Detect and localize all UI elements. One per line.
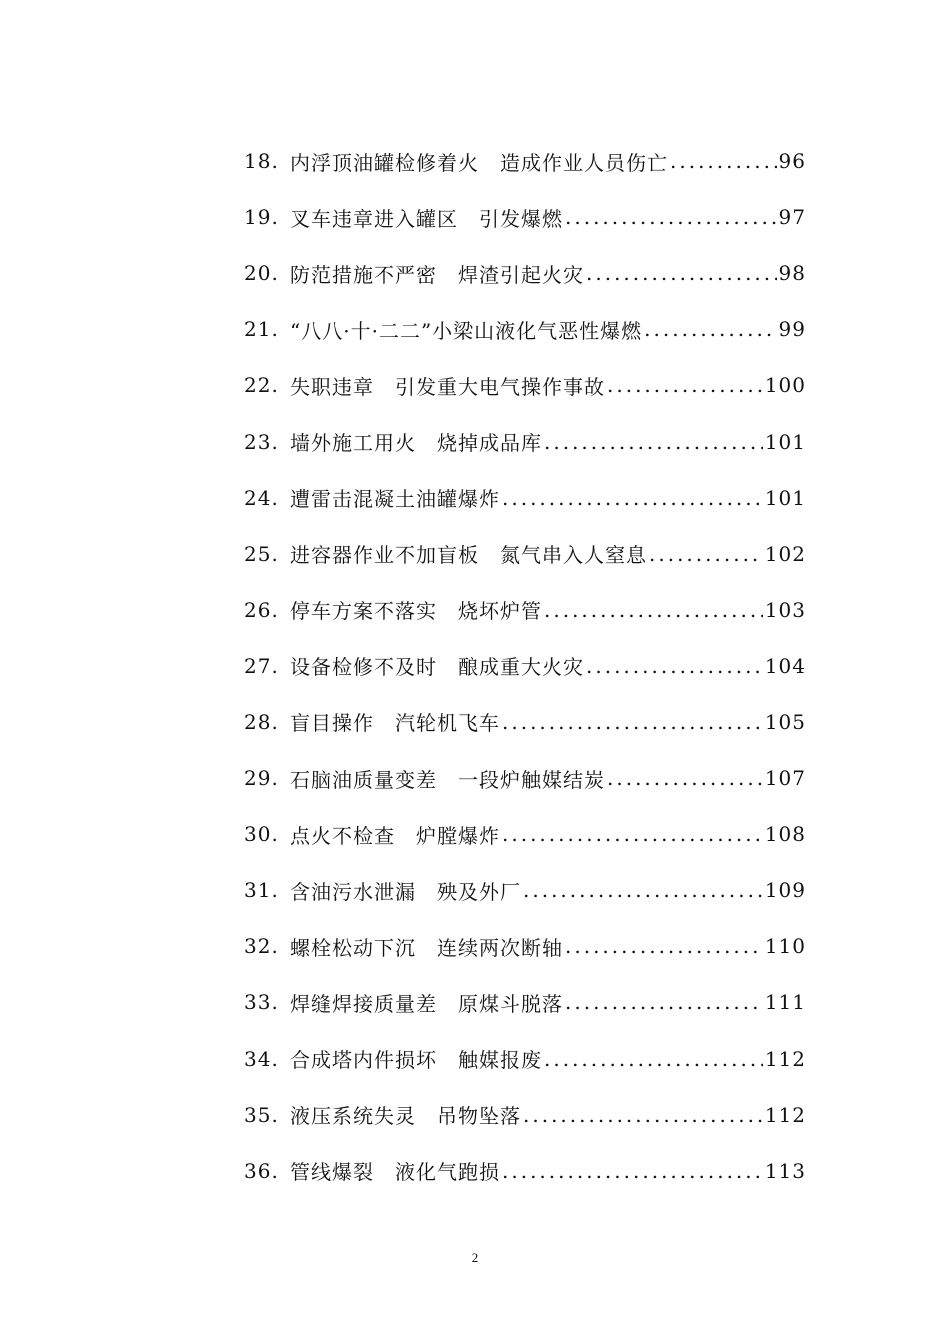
toc-entry-title: 失职违章 引发重大电气操作事故 xyxy=(290,374,605,399)
toc-entry-number: 35. xyxy=(244,1102,279,1127)
toc-dot-leader xyxy=(607,373,763,397)
toc-entry-page: 97 xyxy=(778,205,806,230)
toc-entry-page: 105 xyxy=(764,709,806,734)
toc-entry-page: 111 xyxy=(764,990,806,1015)
toc-entry-page: 100 xyxy=(764,373,806,398)
toc-entry-title: 设备检修不及时 酿成重大火灾 xyxy=(290,655,584,680)
toc-entry[interactable] xyxy=(244,245,806,301)
toc-entry-number: 27. xyxy=(244,653,279,678)
toc-dot-leader xyxy=(523,1103,763,1127)
toc-entry-number: 29. xyxy=(244,766,279,791)
table-of-contents xyxy=(244,133,806,1199)
toc-dot-leader xyxy=(565,934,763,958)
toc-entry-page: 112 xyxy=(764,1102,806,1127)
toc-dot-leader xyxy=(544,1047,763,1071)
toc-entry[interactable] xyxy=(244,750,806,806)
toc-dot-leader xyxy=(649,542,763,566)
toc-entry-page: 99 xyxy=(778,317,806,342)
toc-dot-leader xyxy=(502,486,763,510)
toc-entry-title: 含油污水泄漏 殃及外厂 xyxy=(290,879,521,904)
toc-entry-title: 管线爆裂 液化气跑损 xyxy=(290,1160,500,1185)
toc-entry-title: 螺栓松动下沉 连续两次断轴 xyxy=(290,935,563,960)
toc-entry[interactable] xyxy=(244,301,806,357)
toc-entry[interactable] xyxy=(244,694,806,750)
toc-entry-page: 109 xyxy=(764,878,806,903)
toc-entry-title: 叉车违章进入罐区 引发爆燃 xyxy=(290,206,563,231)
toc-entry[interactable] xyxy=(244,470,806,526)
toc-entry-title: 墙外施工用火 烧掉成品库 xyxy=(290,431,542,456)
toc-dot-leader xyxy=(586,261,777,285)
toc-entry-number: 24. xyxy=(244,485,279,510)
toc-entry-number: 31. xyxy=(244,878,279,903)
toc-entry-title: 焊缝焊接质量差 原煤斗脱落 xyxy=(290,991,563,1016)
toc-entry-page: 110 xyxy=(764,934,806,959)
toc-entry[interactable] xyxy=(244,974,806,1030)
toc-entry-title: 合成塔内件损坏 触媒报废 xyxy=(290,1048,542,1073)
toc-entry-number: 34. xyxy=(244,1046,279,1071)
toc-dot-leader xyxy=(544,598,763,622)
toc-entry-title: 进容器作业不加盲板 氮气串入人窒息 xyxy=(290,543,647,568)
toc-dot-leader xyxy=(544,430,763,454)
toc-entry[interactable] xyxy=(244,526,806,582)
toc-entry-number: 19. xyxy=(244,205,279,230)
toc-entry-page: 113 xyxy=(764,1158,806,1183)
toc-entry-number: 18. xyxy=(244,149,279,174)
toc-entry-title: “八八·十·二二”小梁山液化气恶性爆燃 xyxy=(290,318,643,343)
toc-dot-leader xyxy=(670,149,777,173)
toc-entry-page: 101 xyxy=(764,429,806,454)
toc-entry-title: 停车方案不落实 烧坏炉管 xyxy=(290,599,542,624)
toc-dot-leader xyxy=(565,990,763,1014)
toc-entry[interactable] xyxy=(244,638,806,694)
toc-entry[interactable] xyxy=(244,189,806,245)
page-number: 2 xyxy=(471,1250,479,1265)
toc-dot-leader xyxy=(607,766,763,790)
toc-entry-number: 33. xyxy=(244,990,279,1015)
toc-entry-page: 101 xyxy=(764,485,806,510)
toc-entry-number: 36. xyxy=(244,1158,279,1183)
toc-entry-page: 108 xyxy=(764,822,806,847)
toc-entry[interactable] xyxy=(244,133,806,189)
toc-entry-number: 26. xyxy=(244,597,279,622)
toc-entry-number: 30. xyxy=(244,822,279,847)
toc-entry-title: 盲目操作 汽轮机飞车 xyxy=(290,711,500,736)
toc-entry[interactable] xyxy=(244,1031,806,1087)
toc-dot-leader xyxy=(502,710,763,734)
toc-dot-leader xyxy=(586,654,763,678)
toc-entry-number: 23. xyxy=(244,429,279,454)
toc-entry-page: 103 xyxy=(764,597,806,622)
toc-dot-leader xyxy=(565,205,777,229)
toc-entry[interactable] xyxy=(244,1087,806,1143)
toc-entry[interactable] xyxy=(244,806,806,862)
toc-entry[interactable] xyxy=(244,862,806,918)
toc-dot-leader xyxy=(502,1159,763,1183)
toc-entry-title: 石脑油质量变差 一段炉触媒结炭 xyxy=(290,767,605,792)
toc-entry-title: 液压系统失灵 吊物坠落 xyxy=(290,1104,521,1129)
toc-entry-title: 防范措施不严密 焊渣引起火灾 xyxy=(290,262,584,287)
toc-entry-title: 遭雷击混凝土油罐爆炸 xyxy=(290,487,500,512)
toc-entry-page: 98 xyxy=(778,261,806,286)
toc-entry-number: 22. xyxy=(244,373,279,398)
toc-entry[interactable] xyxy=(244,357,806,413)
toc-entry-number: 28. xyxy=(244,709,279,734)
toc-entry-number: 32. xyxy=(244,934,279,959)
toc-entry-page: 102 xyxy=(764,541,806,566)
toc-dot-leader xyxy=(523,878,763,902)
toc-entry-page: 112 xyxy=(764,1046,806,1071)
toc-entry[interactable] xyxy=(244,1143,806,1199)
toc-dot-leader xyxy=(644,317,776,341)
toc-entry-page: 96 xyxy=(778,149,806,174)
toc-entry[interactable] xyxy=(244,918,806,974)
toc-entry-page: 107 xyxy=(764,766,806,791)
toc-entry-page: 104 xyxy=(764,653,806,678)
toc-entry-number: 21. xyxy=(244,317,279,342)
toc-entry-number: 25. xyxy=(244,541,279,566)
toc-entry-title: 内浮顶油罐检修着火 造成作业人员伤亡 xyxy=(290,150,668,175)
toc-entry[interactable] xyxy=(244,582,806,638)
toc-entry[interactable] xyxy=(244,413,806,469)
toc-entry-title: 点火不检查 炉膛爆炸 xyxy=(290,823,500,848)
toc-entry-number: 20. xyxy=(244,261,279,286)
toc-dot-leader xyxy=(502,822,763,846)
